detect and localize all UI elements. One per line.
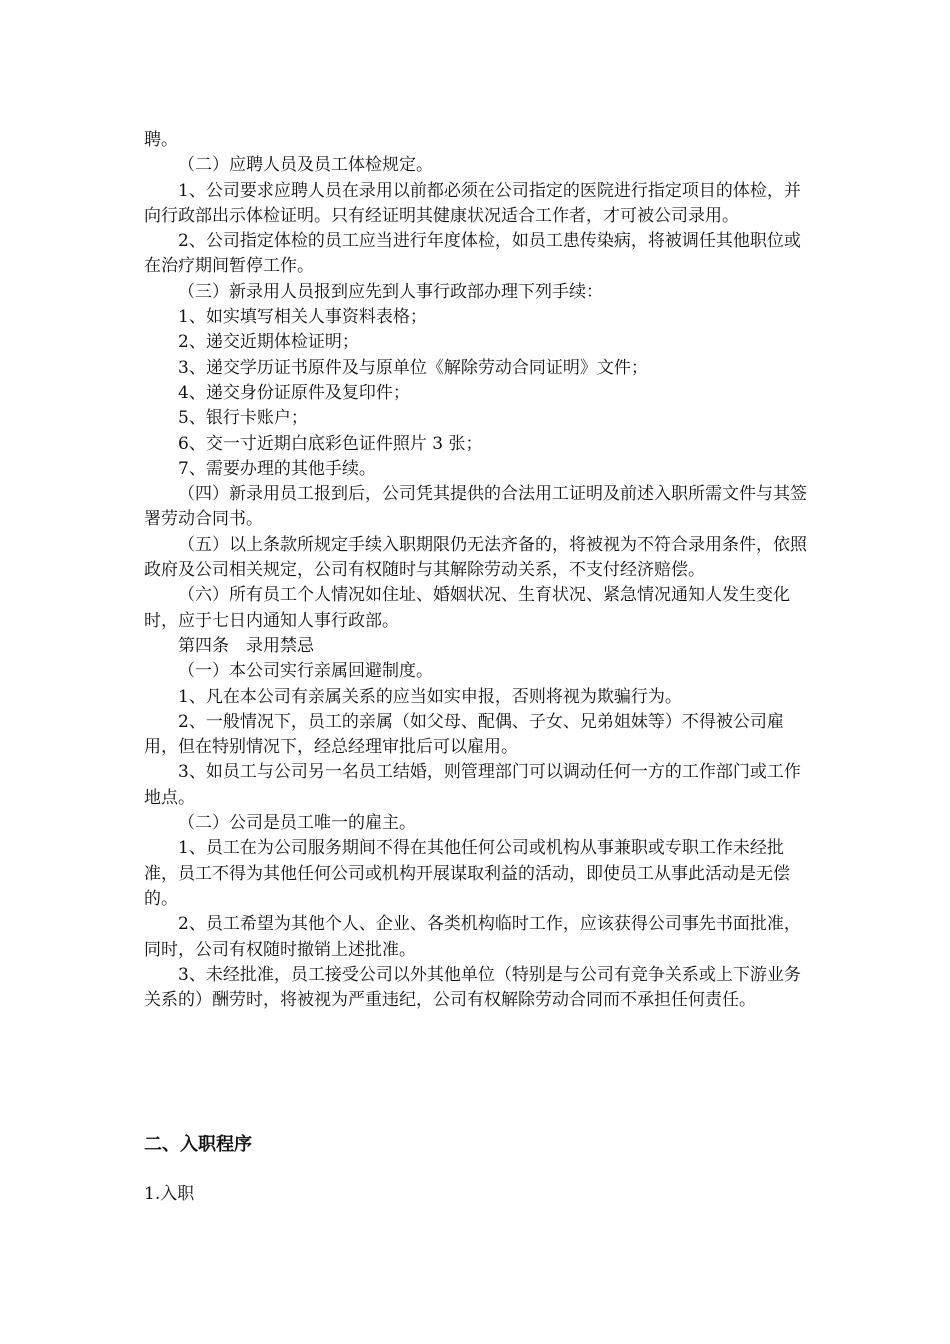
paragraph: 3、如员工与公司另一名员工结婚，则管理部门可以调动任何一方的工作部门或工作地点。 [144, 762, 801, 808]
article-title: 第四条 录用禁忌 [178, 635, 314, 656]
paragraph: （一）本公司实行亲属回避制度。 [178, 661, 433, 682]
subsection-title: 1.入职 [144, 1184, 195, 1204]
paragraph: （六）所有员工个人情况如住址、婚姻状况、生育状况、紧急情况通知人发生变化时，应于七日内通知人事行政部。 [144, 585, 790, 631]
paragraph: 2、员工希望为其他个人、企业、各类机构临时工作，应该获得公司事先书面批准，同时，公司有权随时撤销上述批准。 [144, 914, 801, 960]
paragraph: 1、凡在本公司有亲属关系的应当如实申报，否则将视为欺骗行为。 [178, 686, 682, 707]
paragraph: 1、员工在为公司服务期间不得在其他任何公司或机构从事兼职或专职工作未经批准，员工不得为其他任何公司或机构开展谋取利益的活动，即使员工从事此活动是无偿的。 [144, 838, 790, 909]
paragraph: （四）新录用员工报到后，公司凭其提供的合法用工证明及前述入职所需文件与其签署劳动合同书。 [144, 484, 807, 530]
list-item: 2、递交近期体检证明； [178, 332, 359, 353]
list-item: 7、需要办理的其他手续。 [178, 458, 376, 479]
list-item: 4、递交身份证原件及复印件； [178, 382, 410, 403]
section-heading: 二、入职程序 [144, 1134, 252, 1155]
paragraph: （三）新录用人员报到应先到人事行政部办理下列手续： [178, 281, 603, 302]
body-text [144, 128, 810, 1013]
list-item: 1、如实填写相关人事资料表格； [178, 307, 427, 328]
paragraph: 2、一般情况下，员工的亲属（如父母、配偶、子女、兄弟姐妹等）不得被公司雇用，但在特别情况下，经总经理审批后可以雇用。 [144, 711, 784, 758]
paragraph: （五）以上条款所规定手续入职期限仍无法齐备的，将被视为不符合录用条件，依照政府及公司相关规定，公司有权随时与其解除劳动关系，不支付经济赔偿。 [144, 534, 807, 581]
paragraph: 2、公司指定体检的员工应当进行年度体检，如员工患传染病，将被调任其他职位或在治疗期间暂停工作。 [144, 231, 801, 277]
paragraph: 3、未经批准，员工接受公司以外其他单位（特别是与公司有竞争关系或上下游业务关系的）酬劳时，将被视为严重违纪，公司有权解除劳动合同而不承担任何责任。 [144, 964, 801, 1011]
paragraph: （二）公司是员工唯一的雇主。 [178, 813, 416, 834]
paragraph-continuation: 聘。 [144, 130, 178, 150]
list-item: 6、交一寸近期白底彩色证件照片 3 张； [178, 433, 483, 454]
paragraph: （二）应聘人员及员工体检规定。 [178, 155, 433, 176]
list-item: 5、银行卡账户； [178, 408, 308, 429]
list-item: 3、递交学历证书原件及与原单位《解除劳动合同证明》文件； [178, 357, 648, 378]
paragraph: 1、公司要求应聘人员在录用以前都必须在公司指定的医院进行指定项目的体检，并向行政部出示体检证明。只有经证明其健康状况适合工作者，才可被公司录用。 [144, 180, 801, 226]
